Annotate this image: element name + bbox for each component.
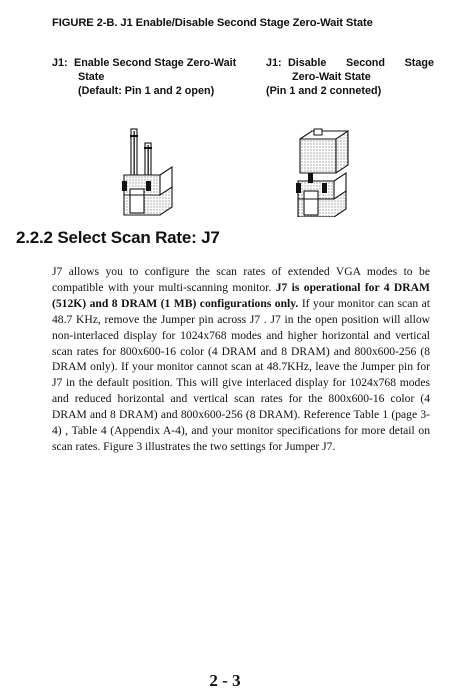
- jumper-cap-icon: [300, 131, 348, 173]
- disable-option-text: [266, 56, 434, 98]
- right-option-tag: J1:: [266, 57, 282, 69]
- paragraph-text-c: If your monitor can scan at 48.7 KHz, remove the Jumper pin across J7 . J7 in the open position will allow non-interlaced display for 1024x768 modes and higher horizontal and vertical scan rates for 800x600-16 color (4 DRAM and 8 DRAM) and 800x600-256 (8 DRAM only). If your monitor cannot scan at 48.7KHz, leave the Jumper pin for J7 in the default position. This will give interlaced display for 1024x768 modes and reduced horizontal and vertical scan rates for the 800x600-16 color (4 DRAM and 8 DRAM) and 800x600-256 (8 DRAM). Reference Table 1 (page 3-4) , Table 4 (Appendix A-4), and your monitor specifications for more detail on scan rates. Figure 3 illustrates the two settings for Jumper J7.: [52, 296, 431, 453]
- enable-option-text: [52, 56, 252, 98]
- paragraph-bold-note: J7 is operational for 4 DRAM (512K) and 8 DRAM (1 MB) configurations only.: [52, 280, 430, 310]
- right-option-line3: (Pin 1 and 2 conneted): [266, 85, 382, 97]
- page-number: 2 - 3: [209, 671, 241, 690]
- left-option-line2: State: [78, 71, 105, 83]
- right-option-line2: Zero-Wait State: [292, 71, 371, 83]
- jumper-open-illustration: [120, 125, 180, 217]
- right-option-word-3: Stage: [404, 57, 434, 69]
- paragraph-text-a: J7 allows you to configure the scan rates of extended VGA modes to be compatible with your multi-scanning monitor.: [52, 265, 430, 294]
- section-title: 2.2.2 Select Scan Rate: J7: [16, 228, 220, 247]
- right-option-word-1: Disable: [288, 57, 327, 69]
- left-option-tag: J1:: [52, 57, 68, 69]
- jumper-connected-illustration: [292, 125, 360, 217]
- figure-caption: FIGURE 2-B. J1 Enable/Disable Second Stage Zero-Wait State: [52, 17, 373, 29]
- scan-rate-paragraph: [52, 264, 430, 455]
- left-option-line1: Enable Second Stage Zero-Wait: [74, 57, 237, 69]
- right-option-word-2: Second: [346, 57, 385, 69]
- left-option-line3: (Default: Pin 1 and 2 open): [78, 85, 215, 97]
